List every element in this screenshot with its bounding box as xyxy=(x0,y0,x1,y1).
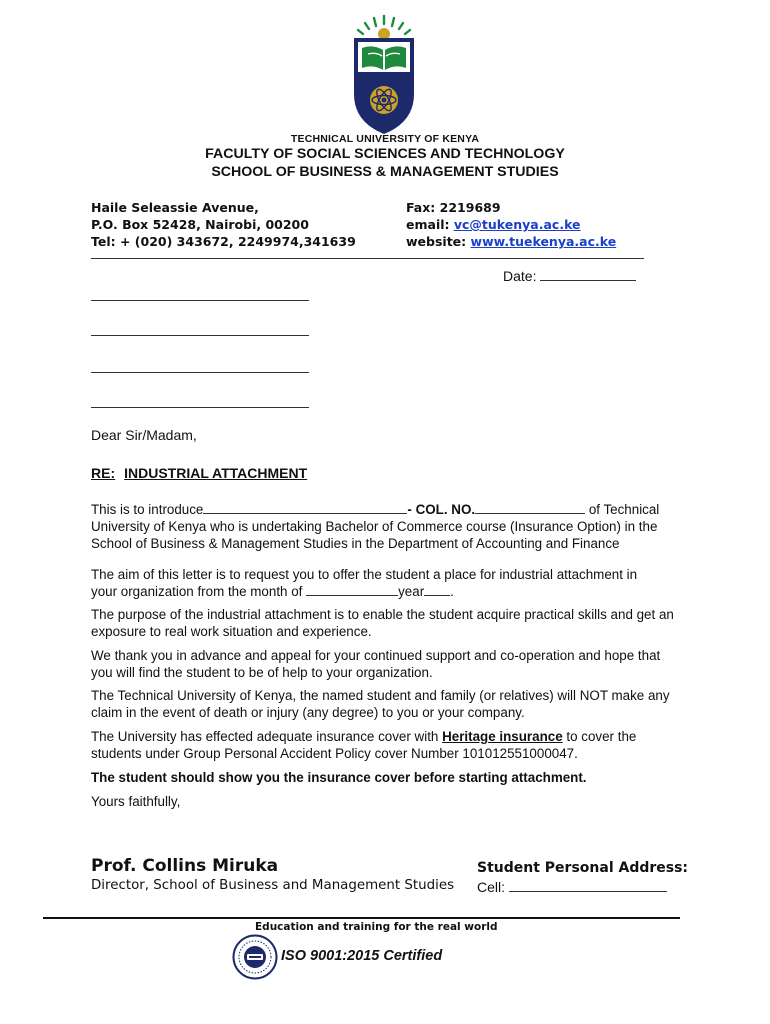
website-line xyxy=(406,233,616,250)
col-no-blank xyxy=(475,501,585,514)
recipient-line-2 xyxy=(91,335,309,336)
cell-field xyxy=(477,878,667,895)
insurance-prefix: The University has effected adequate insurance cover with xyxy=(91,729,443,744)
iso-certification: ISO 9001:2015 Certified xyxy=(281,948,443,964)
student-address-label: Student Personal Address: xyxy=(477,860,689,876)
insurance-suffix: to cover the xyxy=(562,729,637,744)
address-line-3: Tel: + (020) 343672, 2249974,341639 xyxy=(91,234,356,249)
thanks-paragraph: We thank you in advance and appeal for your continued support and co-operation and hope that you will find the student to be of help to your organization. xyxy=(91,648,661,680)
insurance-line-2: students under Group Personal Accident Policy cover Number 101012551000047. xyxy=(91,746,578,761)
closing: Yours faithfully, xyxy=(91,794,181,809)
cell-label: Cell: xyxy=(477,879,506,895)
aim-month-prefix: your organization from the month of xyxy=(91,584,307,599)
intro-prefix: This is to introduce xyxy=(91,502,204,517)
signer-name: Prof. Collins Miruka xyxy=(91,856,279,876)
university-name: TECHNICAL UNIVERSITY OF KENYA xyxy=(290,133,480,145)
re-label: RE: xyxy=(91,465,116,481)
recipient-line-3 xyxy=(91,372,309,373)
aim-paragraph xyxy=(91,566,683,600)
email-line xyxy=(406,216,616,233)
intro-line-2: University of Kenya who is undertaking Bachelor of Commerce course (Insurance Option) in the xyxy=(91,519,658,534)
date-label: Date: xyxy=(503,268,537,284)
website-label: website: xyxy=(406,234,471,249)
intro-line-3: School of Business & Management Studies in the Department of Accounting and Finance xyxy=(91,536,620,551)
year-blank xyxy=(424,583,450,596)
date-field xyxy=(503,268,636,284)
school-heading: SCHOOL OF BUSINESS & MANAGEMENT STUDIES xyxy=(211,164,559,180)
aim-line-1: The aim of this letter is to request you to offer the student a place for industrial attachment in xyxy=(91,567,638,582)
purpose-paragraph: The purpose of the industrial attachment is to enable the student acquire practical skills and get an exposure to real work situation and experience. xyxy=(91,607,674,639)
aim-end: . xyxy=(450,584,454,599)
claim-paragraph: The Technical University of Kenya, the named student and family (or relatives) will NOT make any claim in the event of death or injury (any degree) to you or your company. xyxy=(91,688,670,720)
salutation: Dear Sir/Madam, xyxy=(91,427,197,443)
website-link[interactable]: www.tuekenya.ac.ke xyxy=(470,234,617,249)
insurance-paragraph xyxy=(91,728,683,762)
insurer-name: Heritage insurance xyxy=(442,729,563,744)
signer-title: Director, School of Business and Management Studies xyxy=(91,878,455,893)
faculty-heading: FACULTY OF SOCIAL SCIENCES AND TECHNOLOGY xyxy=(205,146,565,162)
email-label: email: xyxy=(406,217,454,232)
re-line xyxy=(91,465,307,481)
header-divider xyxy=(91,258,644,259)
postal-address xyxy=(91,199,356,250)
re-subject: INDUSTRIAL ATTACHMENT xyxy=(124,465,308,481)
email-link[interactable]: vc@tukenya.ac.ke xyxy=(453,217,581,232)
date-blank xyxy=(540,268,636,281)
intro-paragraph xyxy=(91,501,683,552)
contact-block xyxy=(406,199,616,250)
fax-number: Fax: 2219689 xyxy=(406,200,501,215)
recipient-line-1 xyxy=(91,300,309,301)
university-crest-icon xyxy=(348,14,420,136)
month-blank xyxy=(306,583,398,596)
intro-suffix: of Technical xyxy=(585,502,660,517)
footer-divider xyxy=(43,917,680,919)
address-line-1: Haile Seleassie Avenue, xyxy=(91,200,259,215)
insurance-notice: The student should show you the insurance cover before starting attachment. xyxy=(91,770,587,785)
iso-certification-seal-icon xyxy=(232,934,278,980)
aim-year-label: year xyxy=(398,584,425,599)
address-line-2: P.O. Box 52428, Nairobi, 00200 xyxy=(91,217,309,232)
footer-tagline: Education and training for the real world xyxy=(255,921,498,933)
recipient-line-4 xyxy=(91,407,309,408)
cell-blank xyxy=(509,878,667,892)
col-no-label: - COL. NO. xyxy=(407,502,476,517)
student-name-blank xyxy=(203,501,407,514)
